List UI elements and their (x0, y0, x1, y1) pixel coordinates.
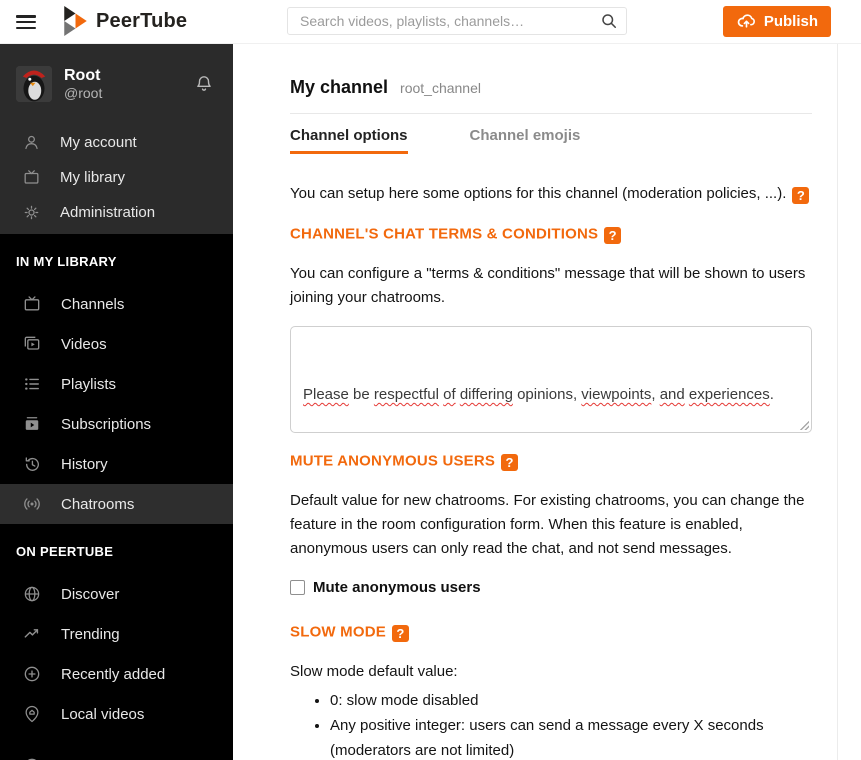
avatar[interactable] (16, 66, 52, 102)
tab-channel-emojis[interactable]: Channel emojis (469, 127, 581, 144)
sidebar-item-label: Chatrooms (61, 495, 135, 513)
publish-button[interactable] (723, 6, 831, 37)
section-title-on-peertube: ON PEERTUBE (16, 544, 114, 559)
sidebar-item-label: My library (60, 169, 126, 186)
videos-icon (22, 334, 44, 354)
mute-description: Default value for new chatrooms. For existing chatrooms, you can change the feature in the room configuration form. When this feature is enabled, anonymous users can only read the chat, and not send messages. (290, 492, 805, 557)
sidebar-item-label: Discover (61, 585, 120, 603)
sidebar-item-label: History (61, 455, 108, 473)
live-broadcast-icon (22, 494, 44, 514)
sidebar-item-videos[interactable] (0, 324, 233, 364)
slow-mode-list (290, 688, 812, 760)
search-icon[interactable] (599, 11, 619, 31)
mute-heading-text: MUTE ANONYMOUS USERS (290, 452, 496, 470)
user-menu[interactable] (0, 44, 233, 110)
account-menu (0, 125, 233, 230)
page-head (290, 77, 812, 98)
sidebar-item-trending[interactable] (0, 614, 233, 654)
sidebar-item-label: Recently added (61, 665, 166, 683)
library-menu (0, 284, 233, 524)
trending-icon (22, 624, 44, 644)
gear-icon (22, 203, 42, 222)
playlist-icon (22, 374, 44, 394)
sidebar-item-administration[interactable] (0, 195, 233, 230)
sidebar-user-panel (0, 44, 233, 234)
sidebar-item-subscriptions[interactable] (0, 404, 233, 444)
terms-heading (290, 225, 812, 244)
sidebar-item-recently-added[interactable] (0, 654, 233, 694)
slow-mode-heading-text: SLOW MODE (290, 623, 386, 641)
mute-heading (290, 452, 812, 471)
sidebar-item-playlists[interactable] (0, 364, 233, 404)
instance-menu (0, 574, 233, 760)
help-icon[interactable]: ? (604, 227, 621, 244)
user-meta (64, 66, 191, 102)
menu-toggle-button[interactable] (16, 12, 38, 32)
sidebar-item-label: My account (60, 134, 137, 151)
page-title: My channel (290, 77, 389, 97)
intro-paragraph (290, 182, 812, 206)
sidebar-item-local-videos[interactable] (0, 694, 233, 734)
mute-anonymous-checkbox[interactable] (290, 580, 305, 595)
list-item: • Any positive integer: users can send a message every X seconds (moderators are not limited) (330, 713, 812, 760)
divider (290, 113, 812, 114)
sidebar-item-label: Subscriptions (61, 415, 152, 433)
topbar (0, 0, 861, 44)
sidebar-item-label: Channels (61, 295, 125, 313)
sidebar-item-my-library[interactable] (0, 160, 233, 195)
sidebar-item-label: Videos (61, 335, 107, 353)
sidebar-item-history[interactable] (0, 444, 233, 484)
sidebar-item-label: Trending (61, 625, 120, 643)
section-title-in-my-library: IN MY LIBRARY (16, 254, 117, 269)
sidebar-item-discover[interactable] (0, 574, 233, 614)
scrollbar[interactable] (837, 44, 861, 760)
main-content (233, 44, 837, 760)
sidebar-item-label: Local videos (61, 705, 145, 723)
sidebar-item-my-account[interactable] (0, 125, 233, 160)
tv-icon (22, 168, 42, 187)
publish-label: Publish (763, 13, 818, 30)
search-box (287, 7, 627, 35)
list-item: • 0: slow mode disabled (330, 688, 812, 713)
subscriptions-icon (22, 414, 44, 434)
brand-title: PeerTube (96, 9, 188, 32)
terms-textarea[interactable] (290, 326, 812, 433)
plus-circle-icon (22, 664, 44, 684)
textarea-line: Please be respectful of differing opinions, viewpoints, and experiences. (303, 386, 774, 403)
terms-heading-text: CHANNEL'S CHAT TERMS & CONDITIONS (290, 225, 599, 243)
mute-checkbox-row (290, 579, 812, 596)
sidebar-item-channels[interactable] (0, 284, 233, 324)
peertube-logo[interactable] (64, 6, 187, 36)
notifications-button[interactable] (191, 70, 217, 98)
globe-icon (22, 584, 44, 604)
slow-mode-heading (290, 623, 812, 642)
bell-icon (193, 72, 215, 96)
user-icon (22, 133, 42, 152)
tab-channel-options[interactable]: Channel options (290, 127, 408, 154)
help-icon[interactable]: ? (501, 454, 518, 471)
peertube-logo-icon (64, 6, 87, 36)
sidebar-item-chatrooms[interactable] (0, 484, 233, 524)
channel-name: root_channel (400, 80, 481, 96)
intro-text: You can setup here some options for this channel (moderation policies, ...). (290, 185, 787, 202)
mute-checkbox-label[interactable]: Mute anonymous users (313, 579, 481, 596)
terms-description: You can configure a "terms & conditions" message that will be shown to users joining your chatrooms. (290, 265, 806, 306)
tabs (290, 127, 812, 154)
search-input[interactable] (287, 7, 627, 35)
tv-icon (22, 294, 44, 314)
history-icon (22, 454, 44, 474)
sidebar-item-label: Playlists (61, 375, 117, 393)
user-name: Root (64, 67, 101, 84)
sidebar (0, 44, 233, 760)
help-icon[interactable]: ? (392, 625, 409, 642)
upload-cloud-icon (736, 11, 757, 32)
circle-icon (22, 756, 44, 760)
slow-mode-intro: Slow mode default value: (290, 663, 458, 680)
help-icon[interactable]: ? (792, 187, 809, 204)
sidebar-item-label: Administration (60, 204, 156, 221)
sidebar-item-more[interactable] (0, 746, 233, 760)
user-handle: @root (64, 85, 103, 101)
home-pin-icon (22, 704, 44, 724)
